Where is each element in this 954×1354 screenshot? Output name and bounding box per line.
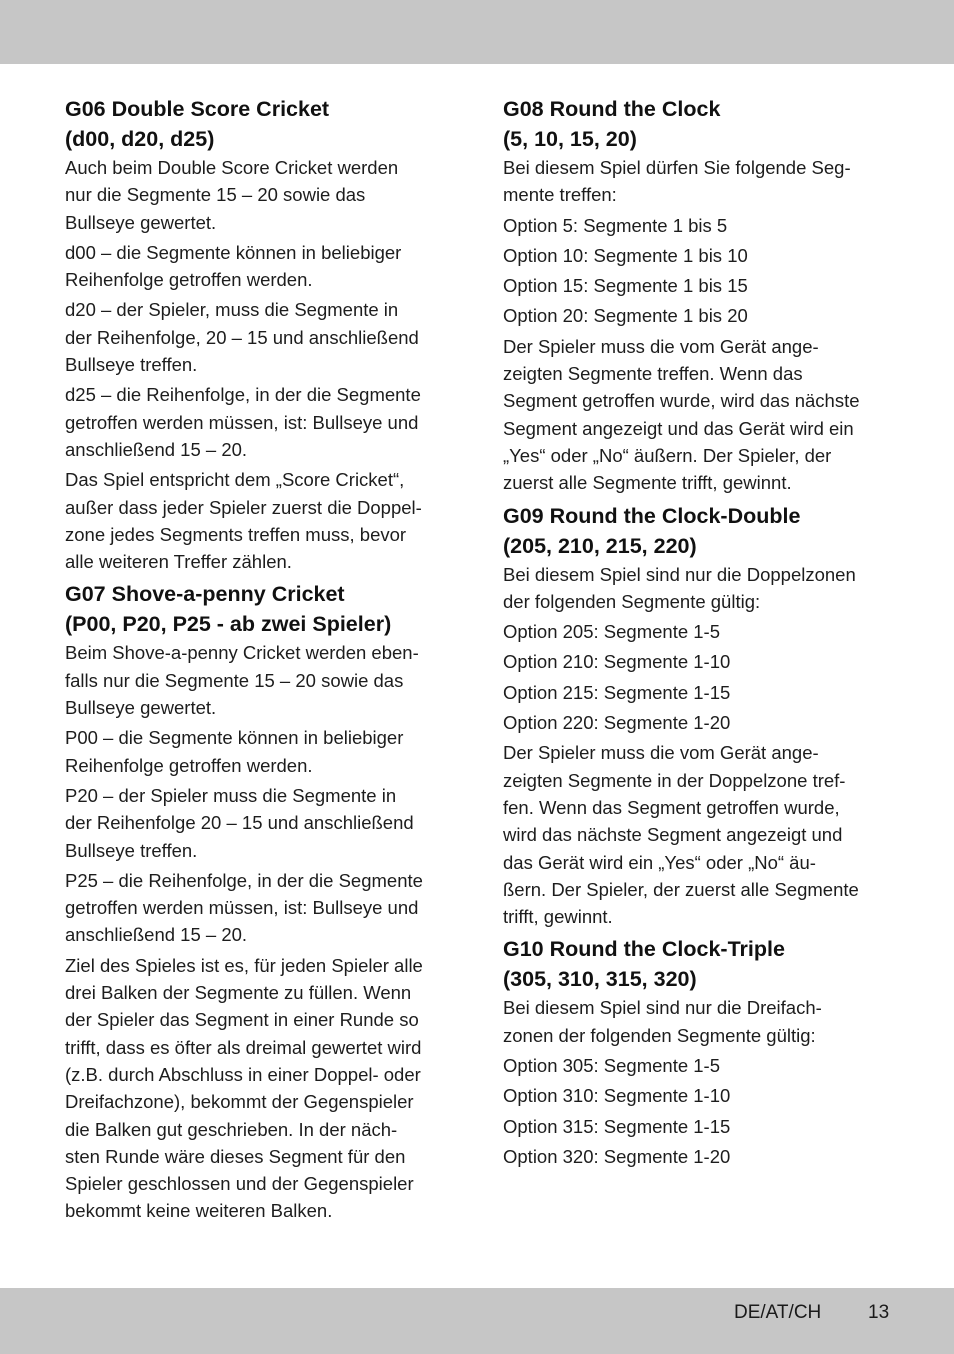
text-line: Bullseye treffen. (65, 839, 198, 861)
paragraph (65, 724, 457, 779)
text-line: Option 205: Segmente 1-5 (503, 621, 721, 643)
text-line: trifft, dass es öfter als dreimal gewertet wird (65, 1036, 422, 1058)
footer-region-label: DE/AT/CH (734, 1302, 822, 1323)
text-line: Option 15: Segmente 1 bis 15 (503, 275, 748, 297)
section-heading (65, 579, 457, 639)
text-line: Option 20: Segmente 1 bis 20 (503, 305, 748, 327)
paragraph (503, 648, 893, 675)
text-line: zeigten Segmente in der Doppelzone tref- (503, 769, 846, 791)
text-line: der Reihenfolge 20 – 15 und anschließend (65, 812, 414, 834)
text-line: anschließend 15 – 20. (65, 924, 248, 946)
section-g07 (65, 579, 457, 1224)
text-line: sten Runde wäre dieses Segment für den (65, 1145, 406, 1167)
text-line: wird das nächste Segment angezeigt und (503, 824, 843, 846)
heading-line: G10 Round the Clock-Triple (503, 937, 785, 962)
paragraph (65, 154, 457, 236)
text-line: zonen der folgenden Segmente gültig: (503, 1024, 816, 1046)
heading-line: G06 Double Score Cricket (65, 97, 330, 121)
paragraph (503, 1143, 893, 1170)
paragraph (503, 1113, 893, 1140)
paragraph (65, 239, 457, 294)
heading-line: G07 Shove-a-penny Cricket (65, 582, 345, 607)
text-line: Segment angezeigt und das Gerät wird ein (503, 417, 854, 439)
paragraph (503, 679, 893, 706)
text-line: getroffen werden müssen, ist: Bullseye und (65, 411, 419, 433)
text-line: Bei diesem Spiel sind nur die Dreifach- (503, 997, 822, 1019)
text-line: Segment getroffen wurde, wird das nächste (503, 390, 860, 412)
paragraph (503, 739, 893, 930)
text-line: zone jedes Segments treffen muss, bevor (65, 523, 407, 545)
paragraph (503, 302, 893, 329)
text-line: der Spieler das Segment in einer Runde so (65, 1009, 419, 1031)
text-line: Option 320: Segmente 1-20 (503, 1145, 731, 1167)
text-line: mente treffen: (503, 184, 617, 206)
text-line: nur die Segmente 15 – 20 sowie das (65, 184, 366, 206)
text-line: Option 305: Segmente 1-5 (503, 1055, 721, 1077)
paragraph (503, 561, 893, 616)
section-heading (503, 94, 893, 154)
paragraph (503, 709, 893, 736)
paragraph (503, 1082, 893, 1109)
text-line: fen. Wenn das Segment getroffen wurde, (503, 796, 840, 818)
text-line: Option 10: Segmente 1 bis 10 (503, 244, 748, 266)
heading-line: (5, 10, 15, 20) (503, 127, 637, 151)
text-line: Beim Shove-a-penny Cricket werden eben- (65, 642, 419, 664)
paragraph (503, 212, 893, 239)
heading-line: (d00, d20, d25) (65, 127, 215, 151)
paragraph (65, 466, 457, 575)
left-column (65, 94, 457, 1229)
paragraph (65, 782, 457, 864)
text-line: Option 5: Segmente 1 bis 5 (503, 214, 728, 236)
text-line: Reihenfolge getroffen werden. (65, 269, 313, 291)
text-line: Option 315: Segmente 1-15 (503, 1115, 731, 1137)
text-line: anschließend 15 – 20. (65, 438, 248, 460)
text-line: bekommt keine weiteren Balken. (65, 1200, 333, 1222)
heading-line: (305, 310, 315, 320) (503, 967, 697, 992)
text-line: Bullseye gewertet. (65, 211, 217, 233)
text-line: der folgenden Segmente gültig: (503, 590, 761, 612)
text-line: der Reihenfolge, 20 – 15 und anschließend (65, 326, 419, 348)
text-line: P00 – die Segmente können in beliebiger (65, 727, 404, 749)
paragraph (503, 618, 893, 645)
text-line: P20 – der Spieler muss die Segmente in (65, 784, 397, 806)
paragraph (503, 242, 893, 269)
section-heading (65, 94, 457, 154)
section-g10 (503, 934, 893, 1170)
section-g06 (65, 94, 457, 575)
paragraph (503, 994, 893, 1049)
paragraph (65, 381, 457, 463)
text-line: Option 215: Segmente 1-15 (503, 681, 731, 703)
text-line: falls nur die Segmente 15 – 20 sowie das (65, 669, 404, 691)
paragraph (65, 296, 457, 378)
text-line: d20 – der Spieler, muss die Segmente in (65, 299, 399, 321)
text-line: trifft, gewinnt. (503, 906, 613, 928)
text-line: Der Spieler muss die vom Gerät ange- (503, 335, 819, 357)
text-line: Option 220: Segmente 1-20 (503, 712, 731, 734)
text-line: Der Spieler muss die vom Gerät ange- (503, 742, 819, 764)
heading-line: G09 Round the Clock-Double (503, 503, 801, 528)
text-line: Option 210: Segmente 1-10 (503, 651, 731, 673)
text-line: Bullseye gewertet. (65, 697, 217, 719)
text-line: alle weiteren Treffer zählen. (65, 551, 292, 573)
paragraph (503, 333, 893, 497)
text-line: Reihenfolge getroffen werden. (65, 754, 313, 776)
text-line: P25 – die Reihenfolge, in der die Segmente (65, 869, 423, 891)
text-line: drei Balken der Segmente zu füllen. Wenn (65, 982, 412, 1004)
text-line: Bei diesem Spiel dürfen Sie folgende Seg- (503, 157, 851, 178)
paragraph (65, 639, 457, 721)
section-g09 (503, 501, 893, 931)
text-line: „Yes“ oder „No“ äußern. Der Spieler, der (503, 444, 832, 466)
paragraph (503, 154, 893, 209)
right-column (503, 94, 893, 1174)
paragraph (503, 272, 893, 299)
text-line: Ziel des Spieles ist es, für jeden Spieler alle (65, 954, 423, 976)
heading-line: (P00, P20, P25 - ab zwei Spieler) (65, 612, 392, 637)
page-number: 13 (868, 1302, 890, 1323)
text-line: außer dass jeder Spieler zuerst die Doppel- (65, 496, 422, 518)
paragraph (503, 1052, 893, 1079)
paragraph (65, 867, 457, 949)
text-line: d25 – die Reihenfolge, in der die Segmente (65, 384, 421, 406)
text-line: ßern. Der Spieler, der zuerst alle Segmente (503, 878, 859, 900)
text-line: zeigten Segmente treffen. Wenn das (503, 363, 803, 385)
section-heading (503, 934, 893, 994)
heading-line: G08 Round the Clock (503, 97, 721, 121)
text-line: Bei diesem Spiel sind nur die Doppelzonen (503, 563, 856, 585)
text-line: Bullseye treffen. (65, 354, 198, 376)
text-line: das Gerät wird ein „Yes“ oder „No“ äu- (503, 851, 816, 873)
text-line: Option 310: Segmente 1-10 (503, 1085, 731, 1107)
section-heading (503, 501, 893, 561)
header-bar (0, 0, 954, 64)
text-line: die Balken gut geschrieben. In der näch- (65, 1118, 398, 1140)
text-line: zuerst alle Segmente trifft, gewinnt. (503, 472, 792, 494)
heading-line: (205, 210, 215, 220) (503, 533, 697, 558)
text-line: d00 – die Segmente können in beliebiger (65, 241, 402, 263)
text-line: (z.B. durch Abschluss in einer Doppel- oder (65, 1063, 421, 1085)
section-g08 (503, 94, 893, 497)
text-line: Dreifachzone), bekommt der Gegenspieler (65, 1091, 414, 1113)
text-line: Auch beim Double Score Cricket werden (65, 157, 399, 178)
text-line: Das Spiel entspricht dem „Score Cricket“, (65, 469, 405, 491)
paragraph (65, 952, 457, 1225)
text-line: getroffen werden müssen, ist: Bullseye und (65, 897, 419, 919)
text-line: Spieler geschlossen und der Gegenspieler (65, 1173, 414, 1195)
